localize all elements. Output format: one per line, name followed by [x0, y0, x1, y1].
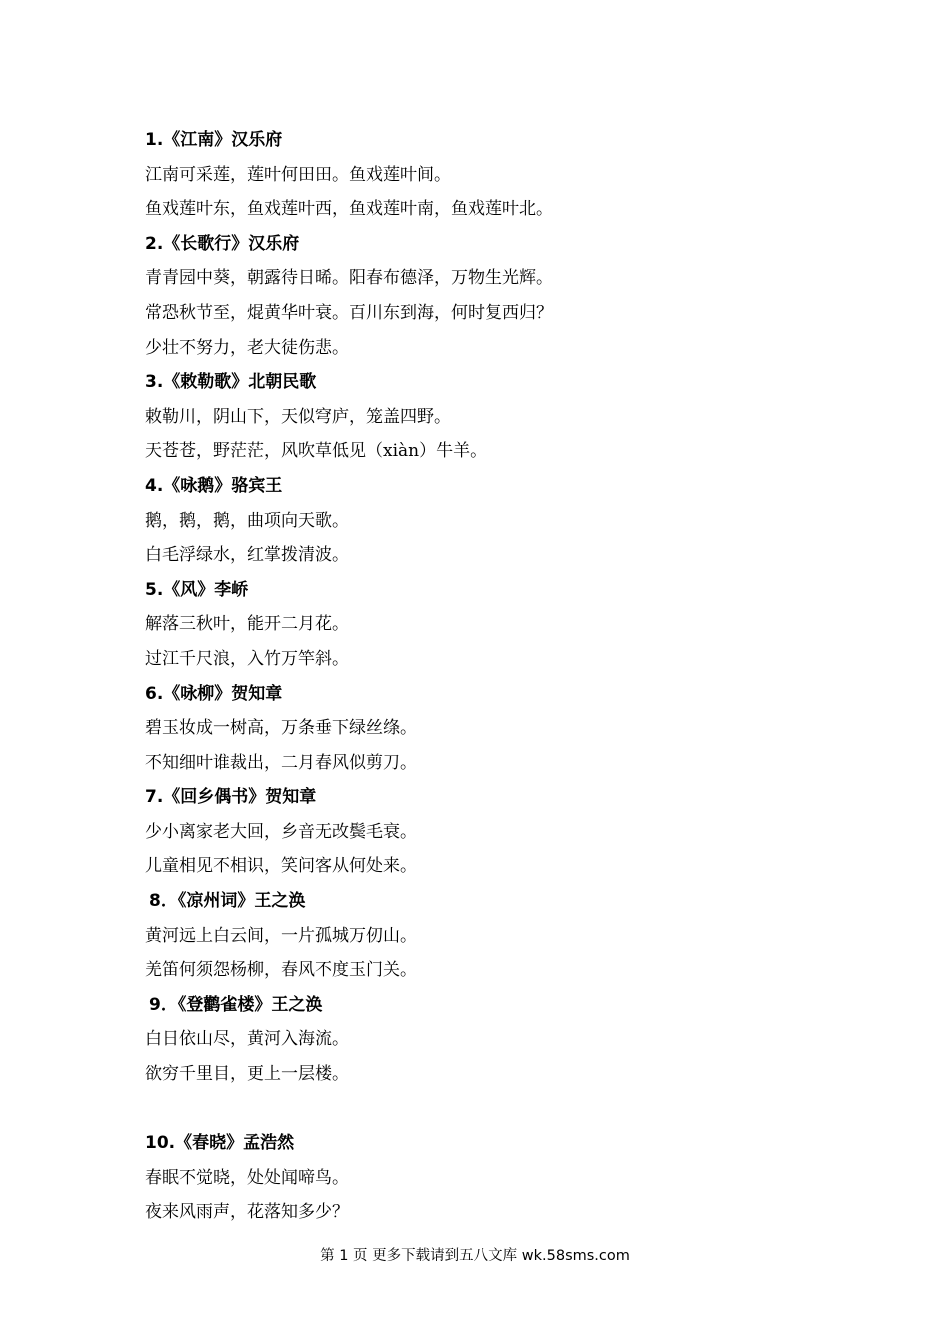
poem-line: 少壮不努力，老大徒伤悲。 [145, 337, 349, 358]
page-footer: 第 1 页 更多下载请到五八文库 wk.58sms.com [320, 1248, 630, 1264]
poem-title: 6.《咏柳》贺知章 [145, 683, 283, 704]
poem-title: 9．《登鹳雀楼》王之涣 [149, 994, 323, 1015]
poem-line: 欲穷千里目，更上一层楼。 [145, 1064, 349, 1085]
poem-title: 7.《回乡偶书》贺知章 [145, 787, 317, 808]
poem-line: 常恐秋节至，焜黄华叶衰。百川东到海，何时复西归？ [145, 302, 553, 323]
poem-line: 鹅，鹅，鹅，曲项向天歌。 [145, 510, 349, 531]
blank-line [145, 1092, 865, 1127]
poem-line: 江南可采莲，莲叶何田田。鱼戏莲叶间。 [145, 164, 451, 185]
poem-line: 不知细叶谁裁出，二月春风似剪刀。 [145, 752, 417, 773]
poem-line: 儿童相见不相识，笑问客从何处来。 [145, 856, 417, 877]
poem-title: 1.《江南》汉乐府 [145, 130, 283, 150]
poem-title: 5.《风》李峤 [145, 579, 249, 600]
poem-line: 天苍苍，野茫茫，风吹草低见（xiàn）牛羊。 [145, 441, 488, 462]
poem-list [145, 123, 865, 1230]
poem-line: 青青园中葵，朝露待日晞。阳春布德泽，万物生光辉。 [145, 268, 553, 289]
poem-title: 10.《春晓》孟浩然 [145, 1133, 295, 1154]
poem-line: 碧玉妆成一树高，万条垂下绿丝绦。 [145, 718, 417, 739]
poem-title: 4.《咏鹅》骆宾王 [145, 475, 283, 496]
poem-title: 8．《凉州词》王之涣 [149, 891, 306, 912]
poem-line: 羌笛何须怨杨柳，春风不度玉门关。 [145, 960, 417, 981]
poem-line: 白日依山尽，黄河入海流。 [145, 1029, 349, 1050]
poem-title: 2.《长歌行》汉乐府 [145, 233, 300, 254]
poem-line: 夜来风雨声，花落知多少？ [145, 1202, 349, 1223]
poem-line: 白毛浮绿水，红掌拨清波。 [145, 545, 349, 566]
poem-title: 3.《敕勒歌》北朝民歌 [145, 372, 317, 393]
poem-line: 黄河远上白云间，一片孤城万仞山。 [145, 925, 417, 946]
poem-line: 过江千尺浪，入竹万竿斜。 [145, 648, 349, 669]
poem-line: 鱼戏莲叶东，鱼戏莲叶西，鱼戏莲叶南，鱼戏莲叶北。 [145, 199, 553, 220]
poem-line: 敕勒川，阴山下，天似穹庐，笼盖四野。 [145, 406, 451, 427]
poem-line: 少小离家老大回，乡音无改鬓毛衰。 [145, 821, 417, 842]
poem-line: 春眠不觉晓，处处闻啼鸟。 [145, 1167, 349, 1188]
poem-line: 解落三秋叶，能开二月花。 [145, 614, 349, 635]
